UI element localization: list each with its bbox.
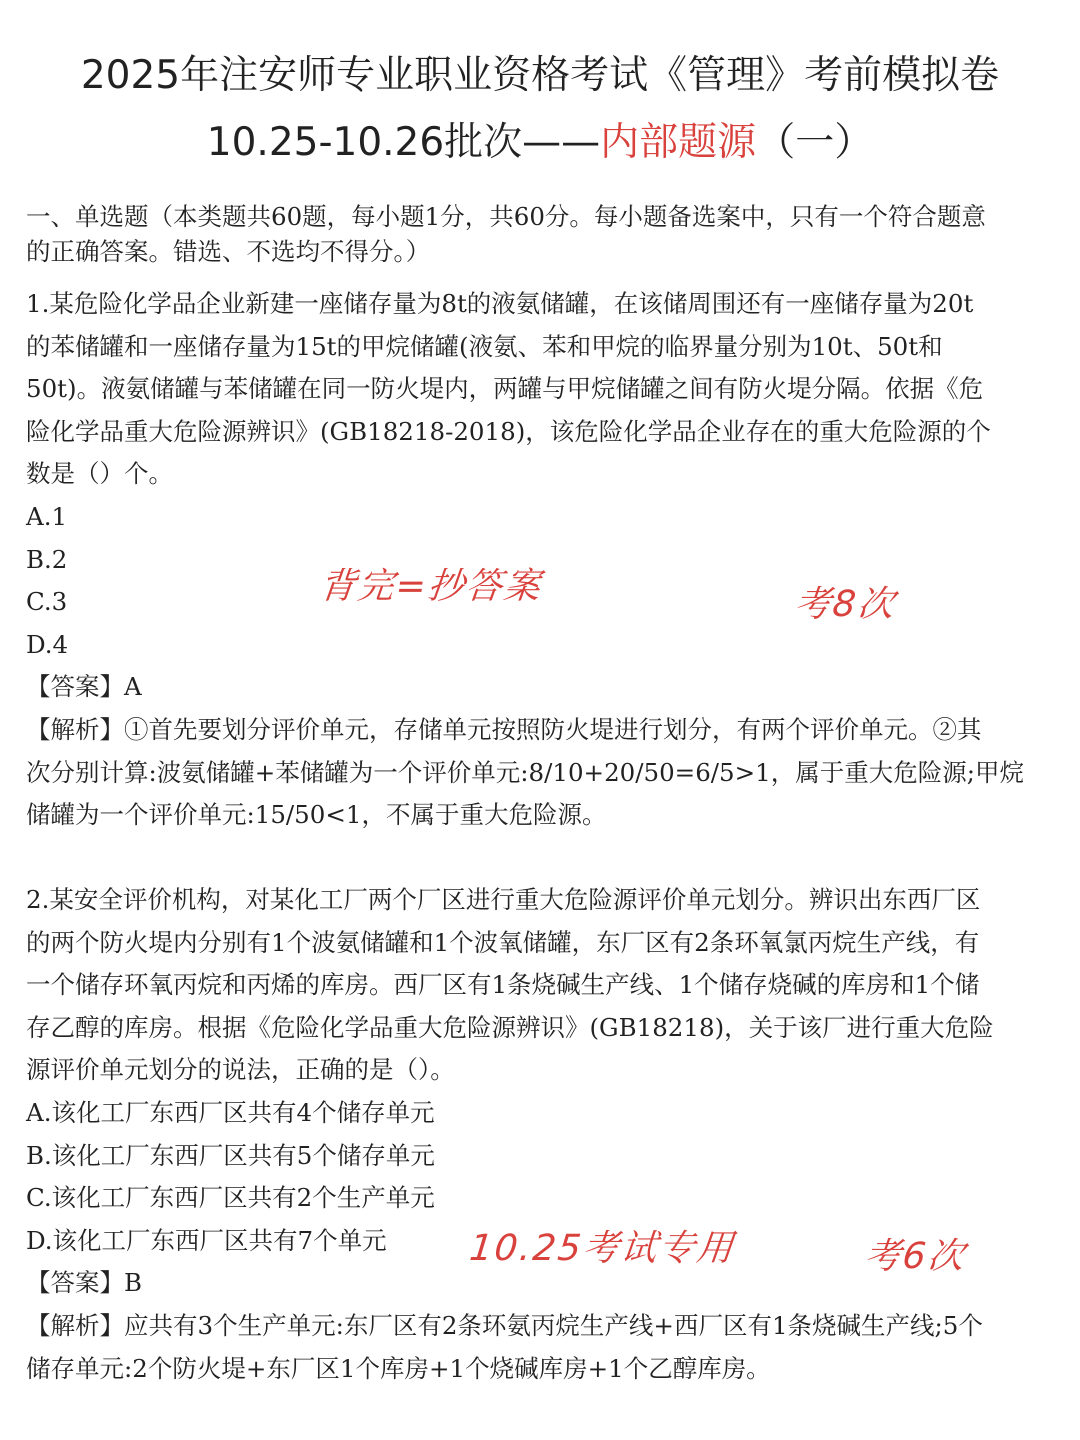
q2-option-b: B.该化工厂东西厂区共有5个储存单元 — [26, 1140, 435, 1170]
q2-option-a: A.该化工厂东西厂区共有4个储存单元 — [26, 1097, 435, 1127]
section-header-line: 一、单选题（本类题共60题，每小题1分，共60分。每小题备选案中，只有一个符合题意 — [26, 202, 986, 231]
q1-analysis-line: 储罐为一个评价单元:15/50<1，不属于重大危险源。 — [26, 800, 607, 830]
q1-stem-line: 数是（）个。 — [26, 459, 173, 489]
title-source: 内部题源 — [600, 120, 757, 165]
handwritten-note-memorize: 背完=抄答案 — [317, 566, 545, 607]
q2-analysis-line: 【解析】应共有3个生产单元:东厂区有2条环氨丙烷生产线+西厂区有1条烧碱生产线;5个 — [26, 1310, 983, 1340]
q2-stem-line: 2.某安全评价机构，对某化工厂两个厂区进行重大危险源评价单元划分。辨识出东西厂区 — [26, 885, 981, 914]
doc-title-line1: 2025年注安师专业职业资格考试《管理》考前模拟卷 — [80, 53, 1000, 98]
section-header — [26, 199, 1066, 269]
q1-stem-line: 险化学品重大危险源辨识》(GB18218-2018)，该危险化学品企业存在的重大危险源的个 — [26, 416, 991, 446]
handwritten-note-exam-date: 10.25考试专用 — [467, 1228, 737, 1269]
question-1 — [26, 283, 1066, 837]
section-header-line: 的正确答案。错选、不选均不得分。） — [26, 237, 431, 266]
q1-option-b: B.2 — [26, 544, 68, 574]
q1-answer: 【答案】A — [26, 672, 142, 702]
q1-option-c: C.3 — [26, 587, 68, 617]
q1-stem-line: 1.某危险化学品企业新建一座储存量为8t的液氨储罐，在该储周围还有一座储存量为20t — [26, 289, 974, 318]
title-batch: 10.25-10.26批次—— — [206, 120, 601, 165]
handwritten-note-tested-8: 考8次 — [792, 584, 898, 625]
q2-answer: 【答案】B — [26, 1268, 143, 1298]
q2-stem-line: 的两个防火堤内分别有1个波氨储罐和1个波氧储罐，东厂区有2条环氧氯丙烷生产线，有 — [26, 927, 980, 957]
handwritten-note-tested-6: 考6次 — [862, 1236, 968, 1277]
question-2 — [26, 879, 1066, 1390]
q1-stem-line: 50t)。液氨储罐与苯储罐在同一防火堤内，两罐与甲烷储罐之间有防火堤分隔。依据《危 — [26, 374, 984, 404]
title-number: （一） — [756, 120, 874, 165]
doc-title-line2 — [0, 111, 1080, 167]
q2-option-d: D.该化工厂东西厂区共有7个单元 — [26, 1225, 387, 1255]
q1-option-d: D.4 — [26, 629, 69, 659]
q1-stem-line: 的苯储罐和一座储存量为15t的甲烷储罐(液氨、苯和甲烷的临界量分别为10t、50t和 — [26, 331, 943, 361]
q2-stem-line: 源评价单元划分的说法，正确的是（）。 — [26, 1055, 455, 1085]
q1-option-a: A.1 — [26, 501, 68, 531]
q2-option-c: C.该化工厂东西厂区共有2个生产单元 — [26, 1183, 435, 1213]
q1-analysis-line: 【解析】①首先要划分评价单元，存储单元按照防火堤进行划分，有两个评价单元。②其 — [26, 714, 982, 744]
q1-analysis-line: 次分别计算:波氨储罐+苯储罐为一个评价单元:8/10+20/50=6/5>1，属于重大危险源;甲烷 — [26, 757, 1025, 787]
q2-stem-line: 存乙醇的库房。根据《危险化学品重大危险源辨识》(GB18218)，关于该厂进行重大危险 — [26, 1012, 994, 1042]
q2-stem-line: 一个储存环氧丙烷和丙烯的库房。西厂区有1条烧碱生产线、1个储存烧碱的库房和1个储 — [26, 970, 980, 1000]
q2-analysis-line: 储存单元:2个防火堤+东厂区1个库房+1个烧碱库房+1个乙醇库房。 — [26, 1353, 771, 1383]
